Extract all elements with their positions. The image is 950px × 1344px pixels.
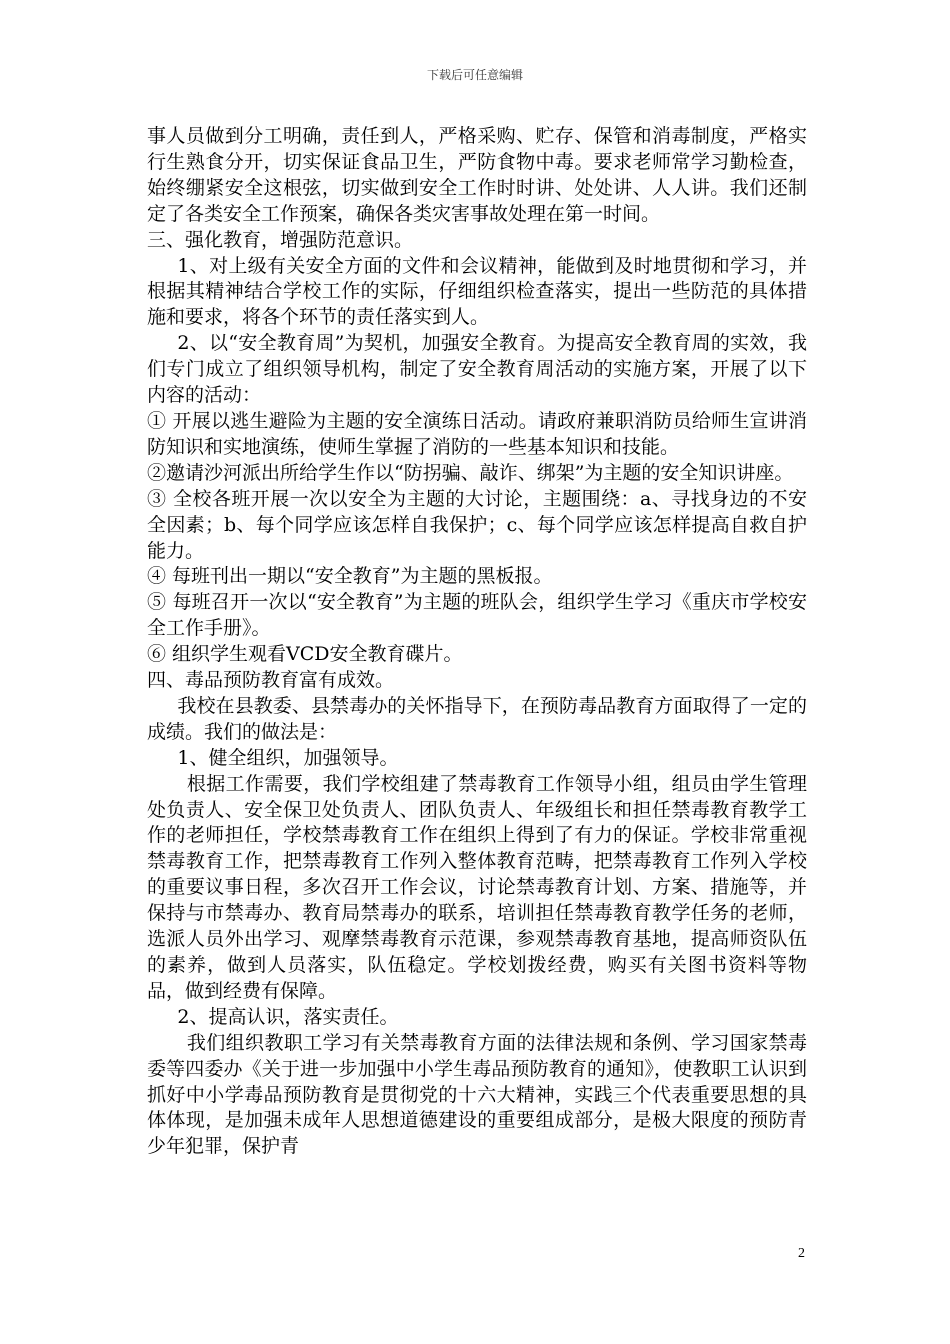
section-heading-3: 三、强化教育，增强防范意识。	[147, 228, 414, 251]
paragraph-3-2: 2、以“安全教育周”为契机，加强安全教育。为提高安全教育周的实效，我们专门成立了组织领导机构，制定了安全教育周活动的实施方案，开展了以下内容的活动：	[147, 332, 807, 407]
section-heading-4: 四、毒品预防教育富有成效。	[147, 669, 395, 692]
list-item-6: ⑥ 组织学生观看VCD安全教育碟片。	[147, 643, 463, 666]
list-item-1: ① 开展以逃生避险为主题的安全演练日活动。请政府兼职消防员给师生宣讲消防知识和实地演练，使师生掌握了消防的一些基本知识和技能。	[147, 409, 807, 458]
list-item-4: ④ 每班刊出一期以“安全教育”为主题的黑板报。	[147, 565, 553, 588]
paragraph-4-intro: 我校在县教委、县禁毒办的关怀指导下，在预防毒品教育方面取得了一定的成绩。我们的做法是：	[147, 694, 807, 743]
list-item-3: ③ 全校各班开展一次以安全为主题的大讨论，主题围绕：a、寻找身边的不安全因素；b、每个同学应该怎样自我保护；c、每个同学应该怎样提高自救自护能力。	[147, 487, 807, 562]
subheading-4-1: 1、健全组织，加强领导。	[177, 746, 399, 769]
subheading-4-2: 2、提高认识，落实责任。	[177, 1005, 399, 1028]
document-body	[147, 124, 807, 1160]
paragraph-food-safety: 事人员做到分工明确，责任到人，严格采购、贮存、保管和消毒制度，严格实行生熟食分开，切实保证食品卫生，严防食物中毒。要求老师常学习勤检查，始终绷紧安全这根弦，切实做到安全工作时时讲、处处讲、人人讲。我们还制定了各类安全工作预案，确保各类灾害事故处理在第一时间。	[147, 125, 807, 225]
paragraph-3-1: 1、对上级有关安全方面的文件和会议精神，能做到及时地贯彻和学习，并根据其精神结合学校工作的实际，仔细组织检查落实，提出一些防范的具体措施和要求，将各个环节的责任落实到人。	[147, 254, 807, 329]
paragraph-4-2: 我们组织教职工学习有关禁毒教育方面的法律法规和条例、学习国家禁毒委等四委办《关于进一步加强中小学生毒品预防教育的通知》，使教职工认识到抓好中小学毒品预防教育是贯彻党的十六大精神，实践三个代表重要思想的具体体现，是加强未成年人思想道德建设的重要组成部分，是极大限度的预防青少年犯罪，保护青	[147, 1031, 807, 1158]
paragraph-4-1: 根据工作需要，我们学校组建了禁毒教育工作领导小组，组员由学生管理处负责人、安全保卫处负责人、团队负责人、年级组长和担任禁毒教育教学工作的老师担任，学校禁毒教育工作在组织上得到了有力的保证。学校非常重视禁毒教育工作，把禁毒教育工作列入整体教育范畴，把禁毒教育工作列入学校的重要议事日程，多次召开工作会议，讨论禁毒教育计划、方案、措施等，并保持与市禁毒办、教育局禁毒办的联系，培训担任禁毒教育教学任务的老师，选派人员外出学习、观摩禁毒教育示范课，参观禁毒教育基地，提高师资队伍的素养，做到人员落实，队伍稳定。学校划拨经费，购买有关图书资料等物品，做到经费有保障。	[147, 772, 807, 1002]
page-number: 2	[798, 1246, 805, 1261]
page-header: 下载后可任意编辑	[426, 68, 523, 82]
list-item-5: ⑤ 每班召开一次以“安全教育”为主题的班队会，组织学生学习《重庆市学校安全工作手册》。	[147, 591, 807, 640]
list-item-2: ②邀请沙河派出所给学生作以“防拐骗、敲诈、绑架”为主题的安全知识讲座。	[147, 461, 794, 484]
